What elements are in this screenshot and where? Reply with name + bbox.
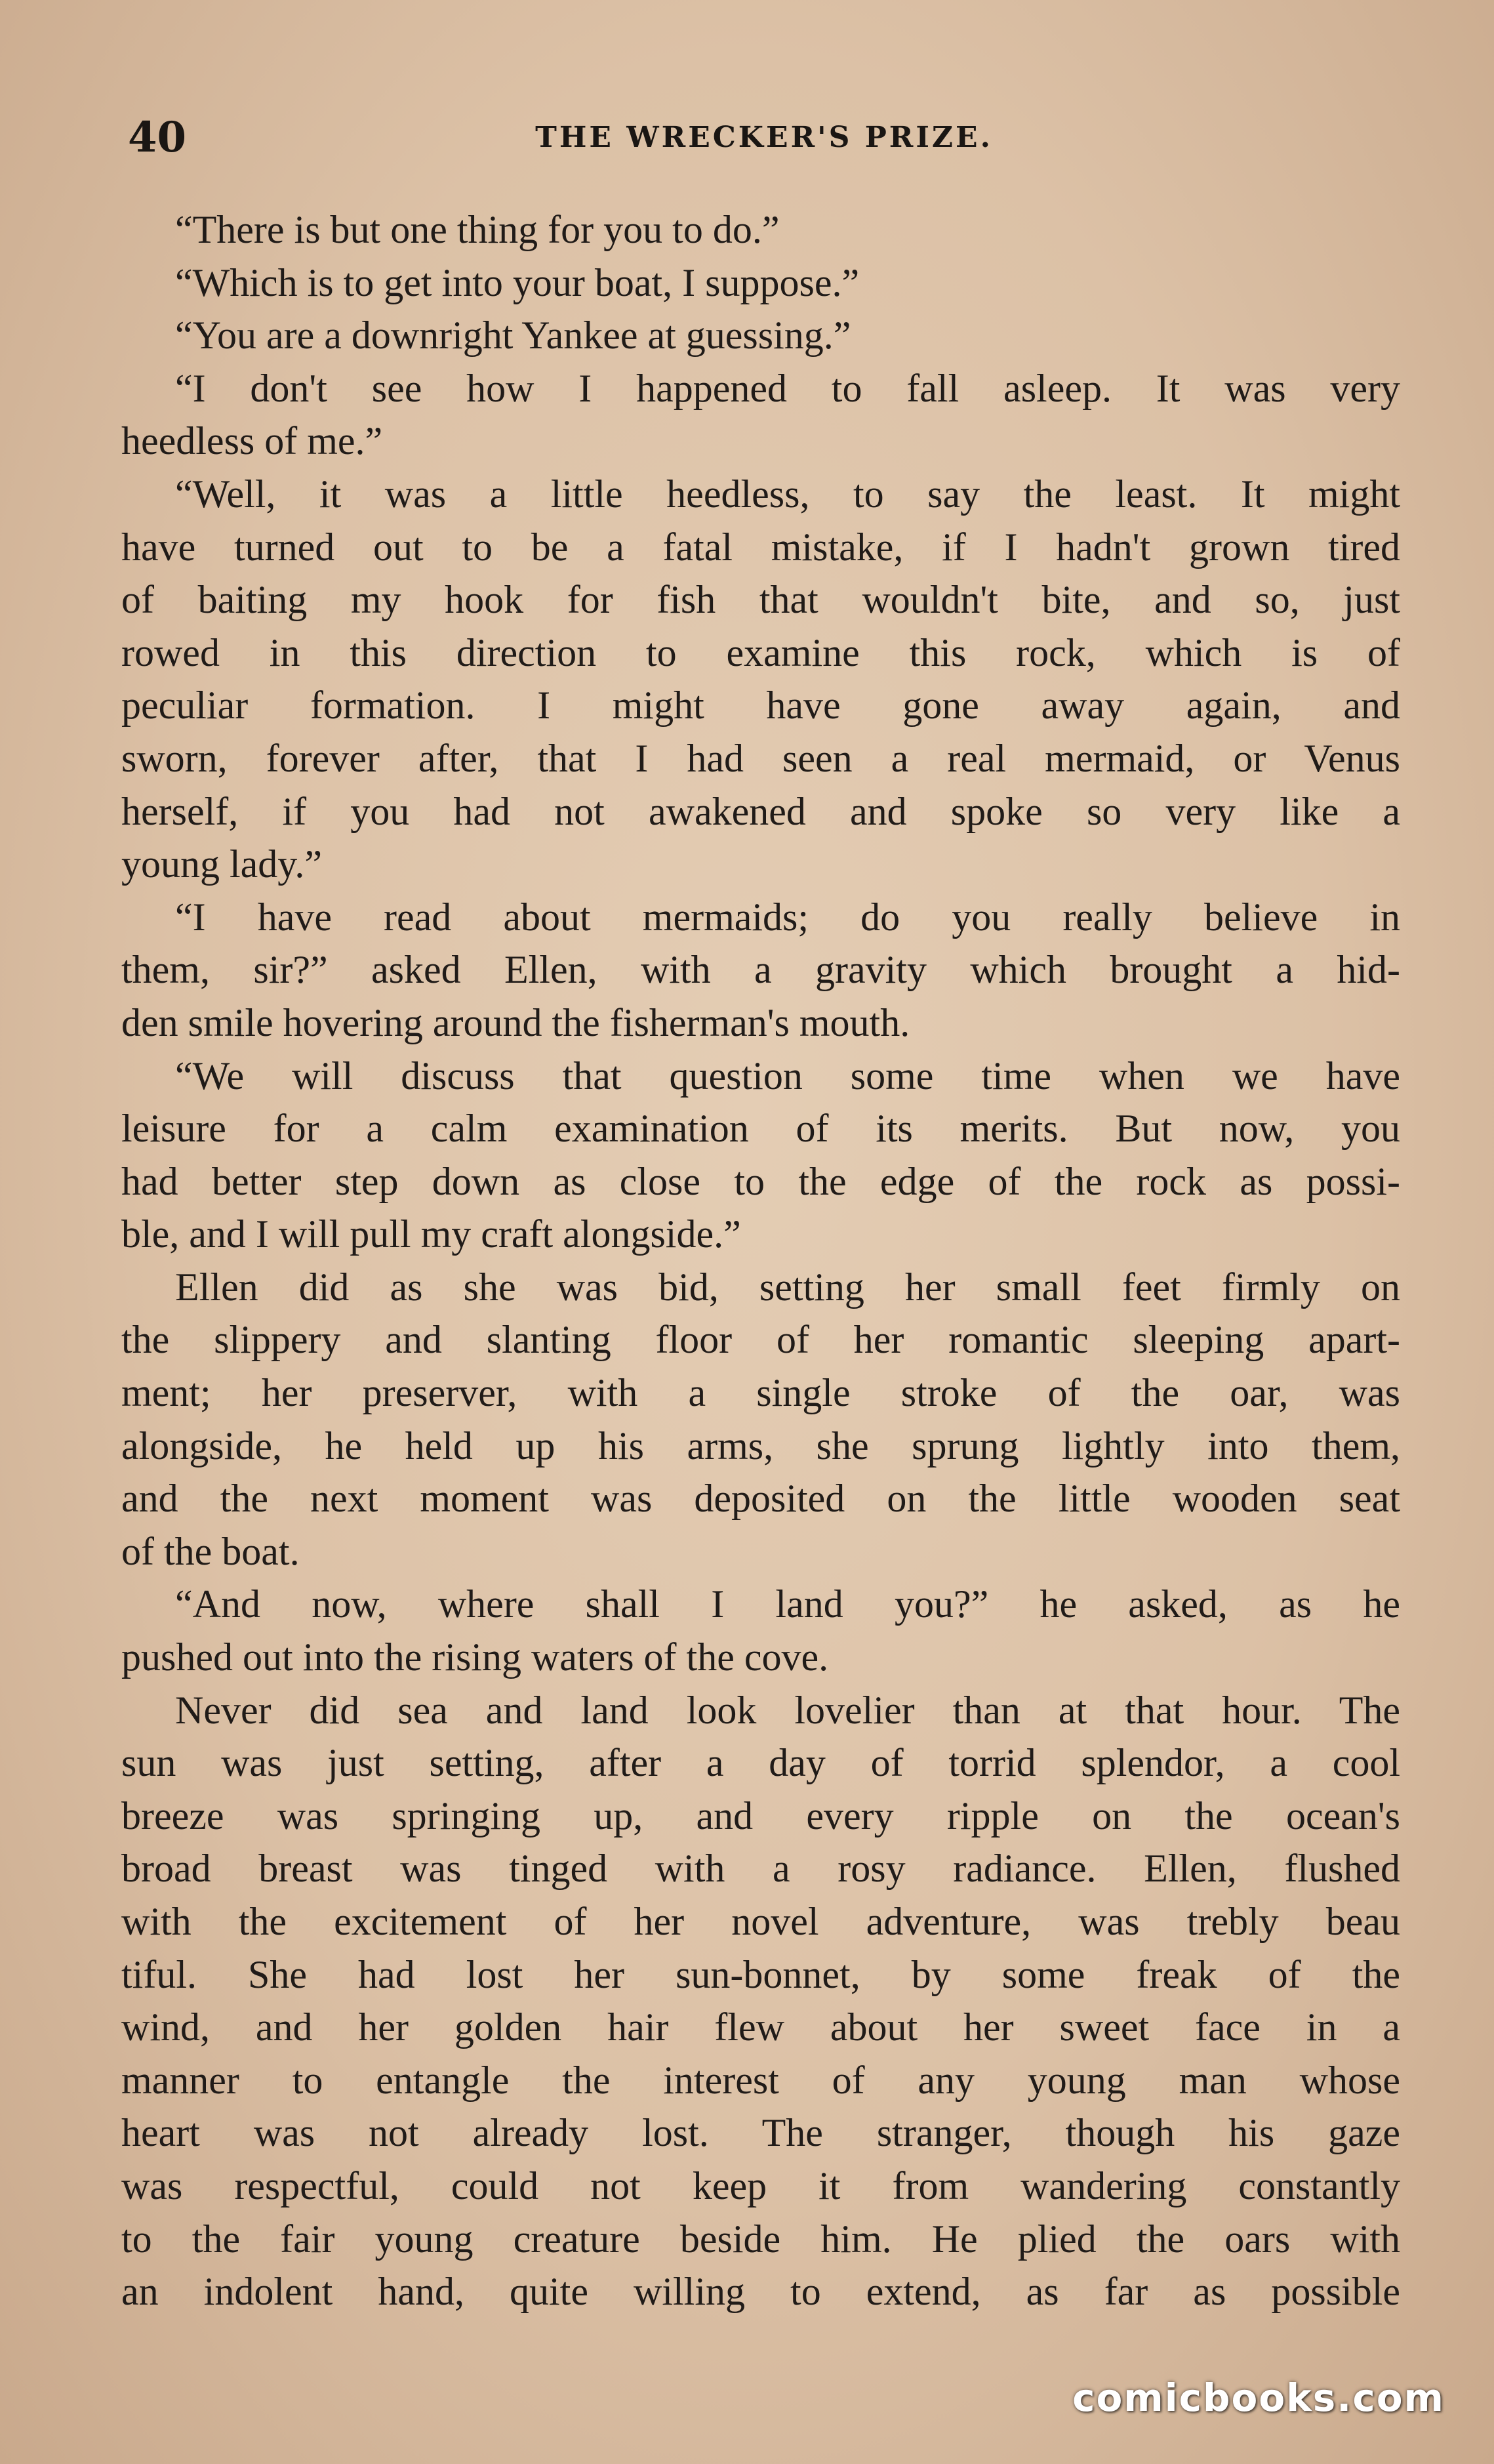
text-line: young lady.”	[121, 842, 323, 886]
text-line: pushed out into the rising waters of the cove.	[121, 1635, 829, 1679]
watermark: comicbooks.com	[1072, 2375, 1445, 2420]
text-line: wind, and her golden hair flew about her sweet face in a	[121, 2005, 1400, 2049]
page-header	[128, 108, 1400, 167]
text-line: manner to entangle the interest of any young man whose	[121, 2058, 1400, 2102]
text-line: to the fair young creature beside him. He plied the oars with	[121, 2217, 1400, 2261]
text-line: rowed in this direction to examine this rock, which is of	[121, 630, 1400, 674]
text-line: leisure for a calm examination of its merits. But now, you	[121, 1107, 1400, 1151]
text-line: “Which is to get into your boat, I suppose.”	[175, 260, 860, 304]
text-line: “We will discuss that question some time when we have	[175, 1054, 1400, 1098]
running-head: THE WRECKER'S PRIZE.	[535, 121, 993, 154]
text-line: of the boat.	[121, 1529, 300, 1573]
text-line: ble, and I will pull my craft alongside.”	[121, 1212, 741, 1256]
text-line: “Well, it was a little heedless, to say the least. It might	[175, 472, 1400, 516]
text-line: the slippery and slanting floor of her romantic sleeping apart-	[121, 1318, 1400, 1362]
text-line: “You are a downright Yankee at guessing.”	[175, 314, 851, 358]
text-line: broad breast was tinged with a rosy radiance. Ellen, flushed	[121, 1847, 1400, 1891]
text-line: alongside, he held up his arms, she sprung lightly into them,	[121, 1424, 1400, 1468]
text-line: them, sir?” asked Ellen, with a gravity which brought a hid-	[121, 948, 1400, 992]
text-line: was respectful, could not keep it from wandering constantly	[121, 2164, 1400, 2207]
text-line: heart was not already lost. The stranger, though his gaze	[121, 2111, 1400, 2155]
text-line: “I have read about mermaids; do you really believe in	[175, 895, 1400, 939]
text-line: an indolent hand, quite willing to extend, as far as possible	[121, 2270, 1400, 2314]
text-line: sworn, forever after, that I had seen a real mermaid, or Venus	[121, 736, 1400, 780]
text-line: had better step down as close to the edge of the rock as possi-	[121, 1159, 1400, 1203]
text-line: sun was just setting, after a day of torrid splendor, a cool	[121, 1741, 1400, 1785]
text-line: den smile hovering around the fisherman's mouth.	[121, 1000, 910, 1044]
text-line: ment; her preserver, with a single stroke of the oar, was	[121, 1371, 1400, 1415]
text-line: with the excitement of her novel adventure, was trebly beau	[121, 1900, 1400, 1943]
page-number: 40	[128, 113, 187, 162]
text-line: and the next moment was deposited on the little wooden seat	[121, 1477, 1400, 1521]
text-line: of baiting my hook for fish that wouldn't bite, and so, just	[121, 578, 1400, 622]
text-line: heedless of me.”	[121, 419, 383, 463]
body-text	[121, 203, 1400, 2318]
text-line: “There is but one thing for you to do.”	[175, 208, 780, 251]
text-line: tiful. She had lost her sun-bonnet, by some freak of the	[121, 1952, 1400, 1996]
text-line: breeze was springing up, and every ripple on the ocean's	[121, 1794, 1400, 1838]
text-line: Ellen did as she was bid, setting her small feet firmly on	[175, 1265, 1400, 1309]
text-line: herself, if you had not awakened and spoke so very like a	[121, 789, 1400, 833]
text-line: Never did sea and land look lovelier than at that hour. The	[175, 1688, 1400, 1732]
text-line: “And now, where shall I land you?” he asked, as he	[175, 1582, 1400, 1626]
text-line: “I don't see how I happened to fall asleep. It was very	[175, 366, 1400, 410]
text-line: have turned out to be a fatal mistake, if I hadn't grown tired	[121, 525, 1400, 569]
text-line: peculiar formation. I might have gone away again, and	[121, 684, 1400, 728]
